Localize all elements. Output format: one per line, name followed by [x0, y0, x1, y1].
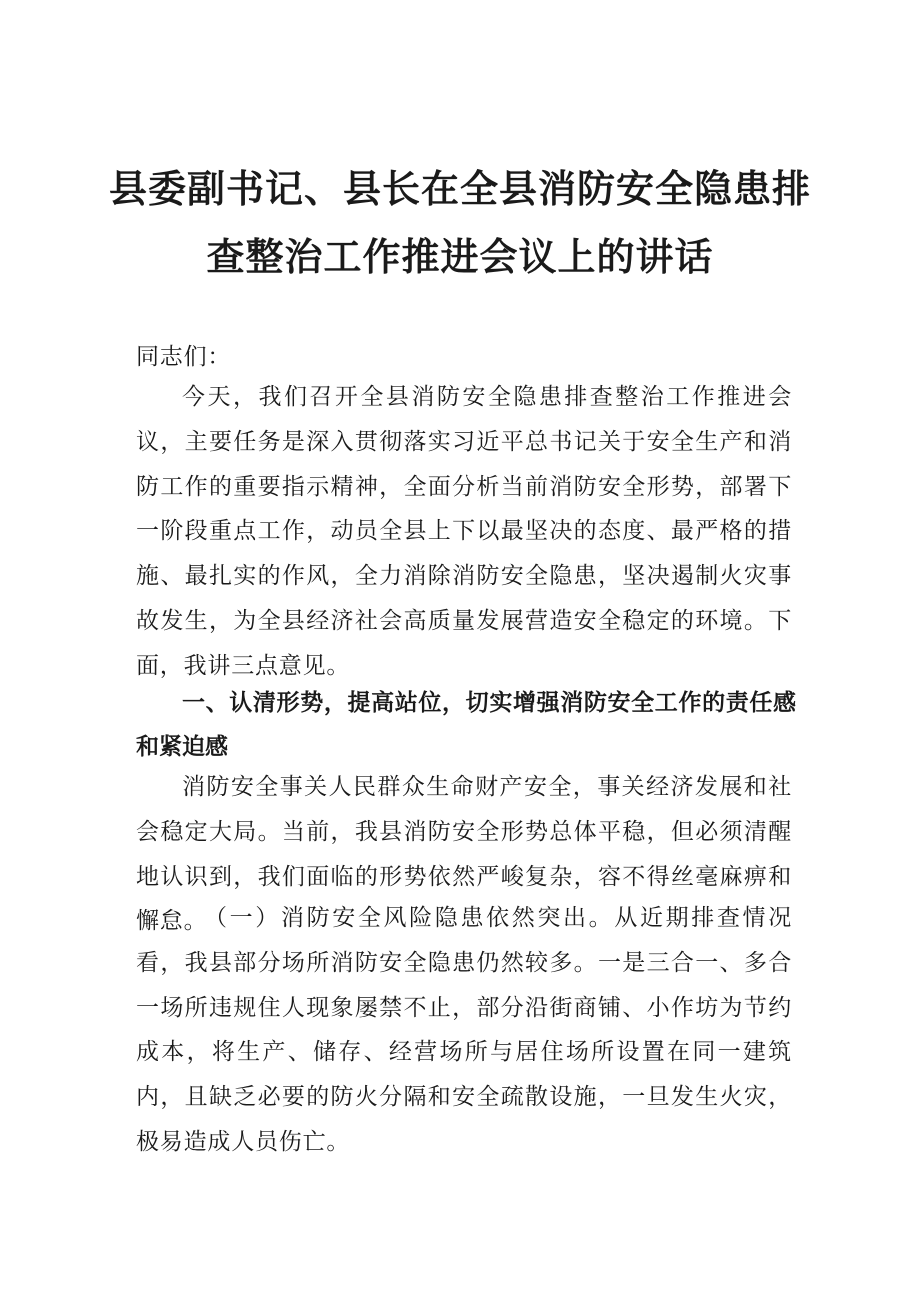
paragraph-subsection-1: （一）消防安全风险隐患依然突出。从近期排查情况看，我县部分场所消防安全隐患仍然较多。一是三合一、多合一场所违规住人现象屡禁不止，部分沿街商铺、小作坊为节约成本，将生产、储存、经营场所与居住场所设置在同一建筑内，且缺乏必要的防火分隔和安全疏散设施，一旦发生火灾，极易造成人员伤亡。 — [136, 905, 792, 1155]
section-heading-1: 一、认清形势，提高站位，切实增强消防安全工作的责任感和紧迫感 — [136, 690, 796, 760]
paragraph-section-1: 消防安全事关人民群众生命财产安全，事关经济发展和社会稳定大局。当前，我县消防安全形势总体平稳，但必须清醒地认识到，我们面临的形势依然严峻复杂，容不得丝毫麻痹和懈怠。 — [136, 774, 792, 935]
salutation: 同志们： — [136, 344, 232, 370]
document-title-line-1: 县委副书记、县长在全县消防安全隐患排 — [108, 167, 811, 211]
document-title-line-2: 查整治工作推进会议上的讲话 — [206, 235, 714, 279]
paragraph-intro: 今天，我们召开全县消防安全隐患排查整治工作推进会议，主要任务是深入贯彻落实习近平总书记关于安全生产和消防工作的重要指示精神，全面分析当前消防安全形势，部署下一阶段重点工作，动员全县上下以最坚决的态度、最严格的措施、最扎实的作风，全力消除消防安全隐患，坚决遏制火灾事故发生，为全县经济社会高质量发展营造安全稳定的环境。下面，我讲三点意见。 — [136, 384, 792, 679]
